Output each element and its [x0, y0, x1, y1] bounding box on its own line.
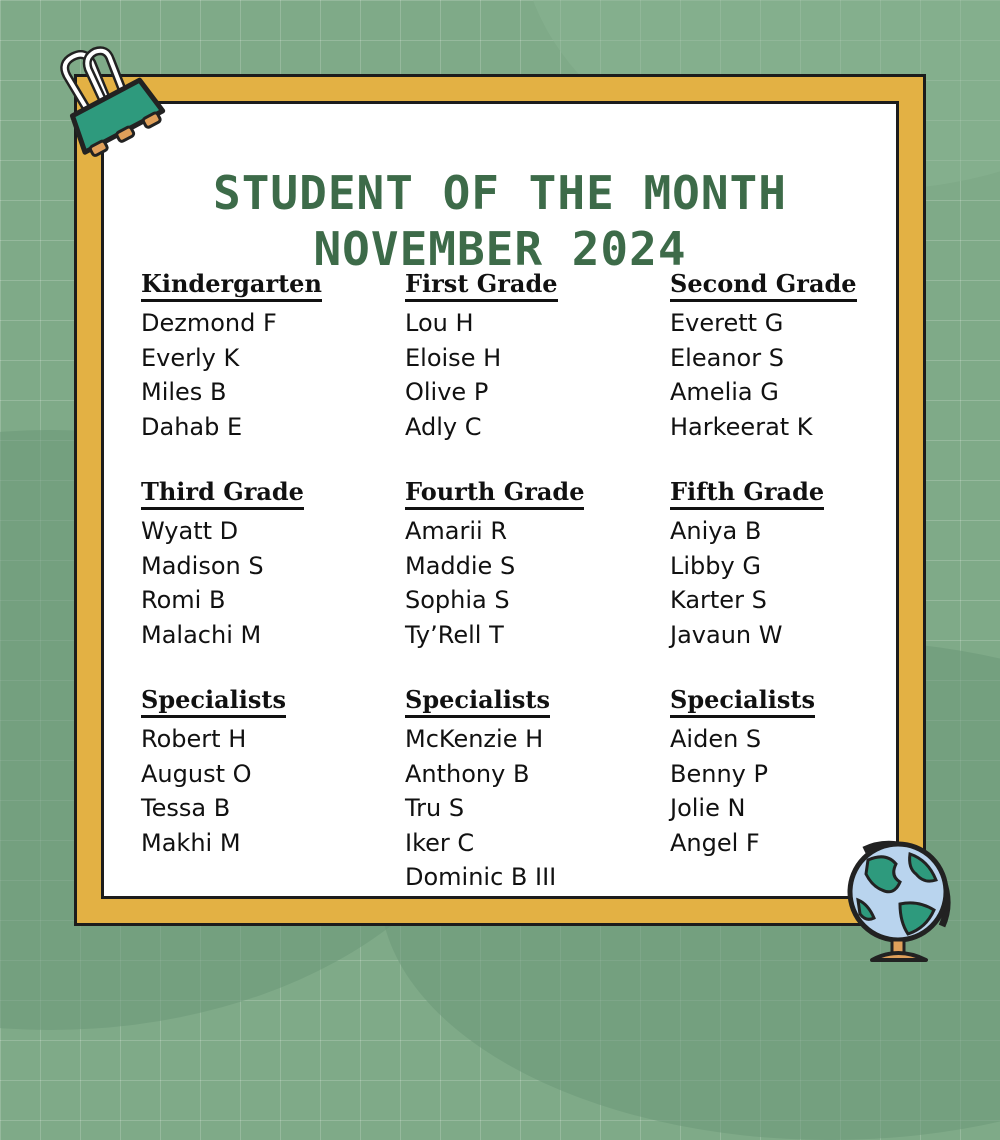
- student-name: Jolie N: [670, 794, 746, 822]
- student-name: McKenzie H: [405, 725, 544, 753]
- student-name: Angel F: [670, 828, 760, 857]
- student-name: Dahab E: [141, 412, 243, 441]
- honoree-grid: [104, 104, 896, 896]
- student-name: Tessa B: [141, 794, 231, 822]
- group-second-grade: [670, 269, 920, 444]
- student-name: Dominic B III: [405, 863, 557, 891]
- group-fifth-grade: [670, 477, 920, 652]
- student-name: Tru S: [405, 794, 465, 822]
- group-heading: First Grade: [405, 269, 558, 302]
- student-name: Olive P: [405, 378, 489, 406]
- poster-board: [101, 101, 899, 899]
- group-first-grade: [405, 269, 655, 444]
- group-third-grade: [141, 477, 391, 652]
- group-specialists-2: [405, 685, 655, 895]
- student-name: Dezmond F: [141, 309, 277, 337]
- group-heading: Specialists: [670, 685, 815, 718]
- student-name: Karter S: [670, 586, 767, 614]
- group-heading: Specialists: [141, 685, 286, 718]
- student-name: Eleanor S: [670, 343, 784, 372]
- student-name: Anthony B: [405, 759, 530, 788]
- student-name: Romi B: [141, 586, 226, 614]
- student-name: Maddie S: [405, 551, 516, 580]
- student-name: Everly K: [141, 343, 240, 372]
- poster-subtitle: NOVEMBER 2024: [313, 222, 687, 276]
- group-heading: Kindergarten: [141, 269, 322, 302]
- student-name: Iker C: [405, 828, 475, 857]
- student-name: Makhi M: [141, 828, 241, 857]
- student-name: Eloise H: [405, 343, 502, 372]
- student-name: Libby G: [670, 551, 761, 580]
- group-specialists-1: [141, 685, 391, 860]
- student-name: Madison S: [141, 551, 264, 580]
- student-name: Ty’Rell T: [405, 620, 504, 649]
- student-name: Miles B: [141, 378, 227, 406]
- student-name: Aiden S: [670, 725, 762, 753]
- group-heading: Third Grade: [141, 477, 304, 510]
- student-name: Harkeerat K: [670, 412, 813, 441]
- poster-frame: [74, 74, 926, 926]
- group-kindergarten: [141, 269, 391, 444]
- student-name: Amarii R: [405, 517, 508, 545]
- student-name: Malachi M: [141, 620, 262, 649]
- globe-icon: [838, 830, 968, 970]
- group-fourth-grade: [405, 477, 655, 652]
- group-heading: Fourth Grade: [405, 477, 584, 510]
- student-name: Adly C: [405, 412, 482, 441]
- group-heading: Second Grade: [670, 269, 857, 302]
- poster-title: STUDENT OF THE MONTH: [213, 166, 787, 220]
- student-name: Benny P: [670, 759, 768, 788]
- student-name: Sophia S: [405, 586, 510, 614]
- student-name: Amelia G: [670, 378, 779, 406]
- student-name: Everett G: [670, 309, 784, 337]
- group-heading: Fifth Grade: [670, 477, 824, 510]
- student-name: Lou H: [405, 309, 474, 337]
- student-name: Javaun W: [670, 620, 783, 649]
- student-name: August O: [141, 759, 252, 788]
- student-name: Robert H: [141, 725, 247, 753]
- group-heading: Specialists: [405, 685, 550, 718]
- student-name: Wyatt D: [141, 517, 239, 545]
- student-name: Aniya B: [670, 517, 762, 545]
